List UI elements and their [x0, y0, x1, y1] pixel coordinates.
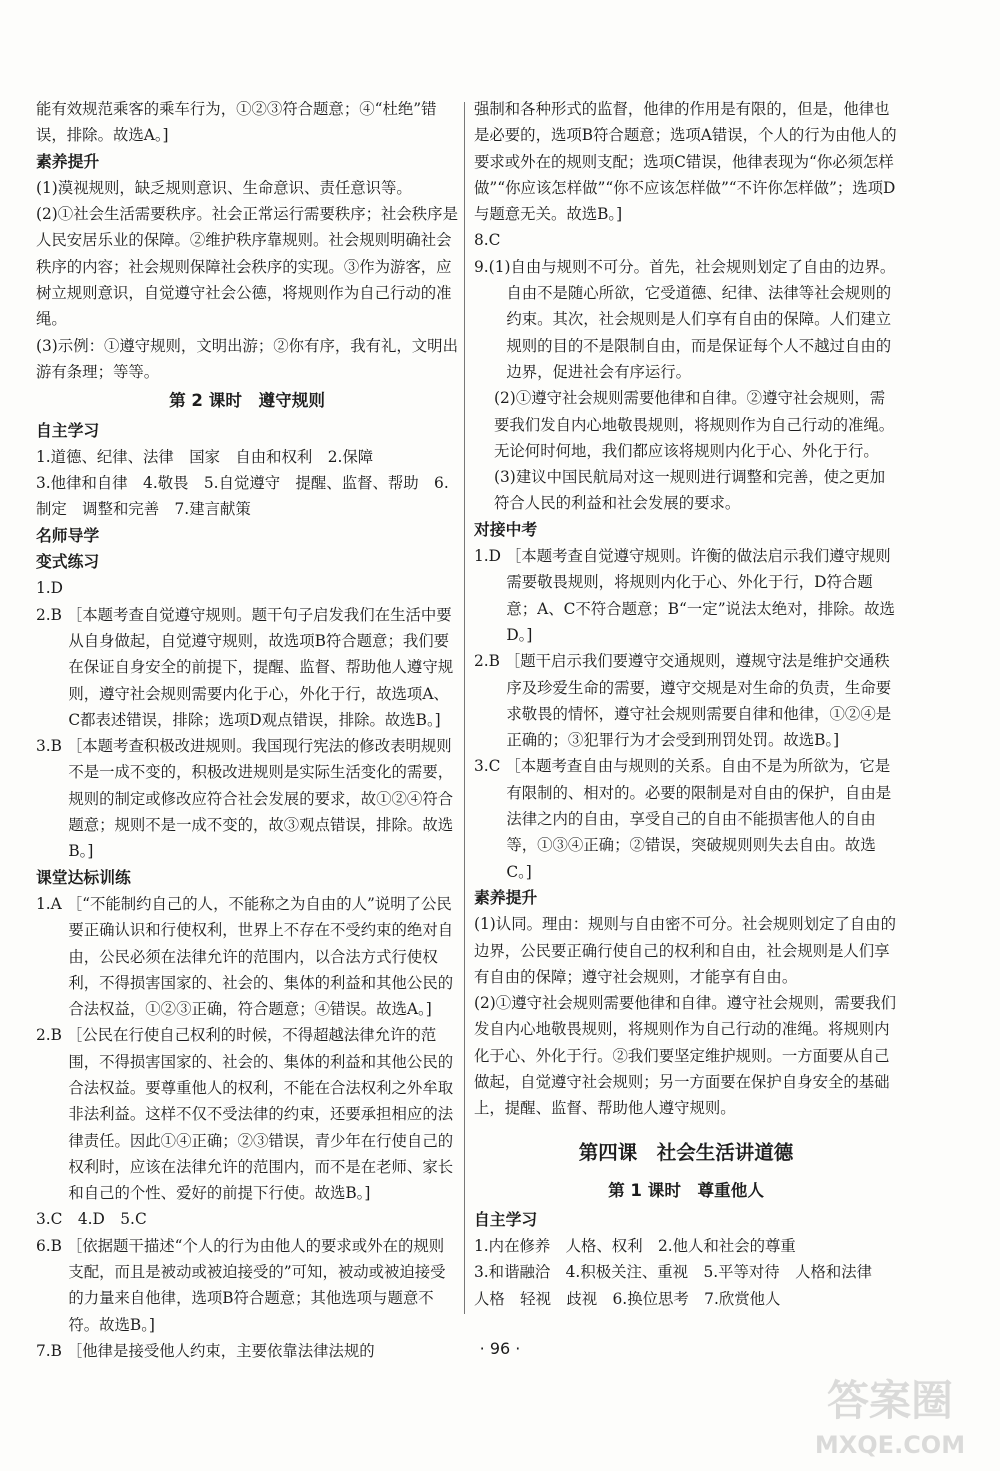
answer-paragraph: 3.和谐融洽 4.积极关注、重视 5.平等对待 人格和法律 人格 轻视 歧视 6.换位思考 7.欣赏他人	[474, 1263, 888, 1308]
lesson-title: 第 2 课时 遵守规则	[169, 391, 325, 411]
answer-item: 7.B ［他律是接受他人约束，主要依靠法律法规的	[36, 1341, 375, 1360]
lesson-title: 第 1 课时 尊重他人	[608, 1180, 764, 1200]
answer-item: 2.B ［公民在行使自己权利的时候，不得超越法律允许的范围，不得损害国家的、社会的、集体的利益和其他公民的合法权益。要尊重他人的权利，不能在合法权利之外牟取非法利益。这样不仅不受法律的约束，还要承担相应的法律责任。因此①④正确；②③错误，青少年在行使自己的权利时，应该在法律允许的范围内，而不是在老师、家长和自己的个性、爱好的前提下行使。故选B。]	[36, 1026, 454, 1203]
answer-item: 2.B ［题干启示我们要遵守交通规则，遵规守法是维护交通秩序及珍爱生命的需要，遵守交规是对生命的负责，生命要求敬畏的情怀，遵守社会规则需要自律和他律，①②④是正确的；③犯罪行为才会受到刑罚处罚。故选B。]	[474, 652, 892, 750]
answer-paragraph: 强制和各种形式的监督，他律的作用是有限的，但是，他律也是必要的，选项B符合题意；选项A错误，个人的行为由他人的要求或外在的规则支配；选项C错误，他律表现为“你必须怎样做”“你应该怎样做”“你不应该怎样做”“不许你怎样做”；选项D与题意无关。故选B。]	[474, 100, 897, 224]
answer-paragraph: (3)示例：①遵守规则，文明出游；②你有序，我有礼，文明出游有条理；等等。	[36, 336, 458, 381]
answer-item: 3.C 4.D 5.C	[36, 1210, 147, 1229]
answer-paragraph: (1)认同。理由：规则与自由密不可分。社会规则划定了自由的边界，公民要正确行使自己的权利和自由，社会规则是人们享有自由的保障；遵守社会规则，才能享有自由。	[474, 915, 896, 986]
section-heading: 课堂达标训练	[36, 867, 131, 887]
answer-paragraph: (3)建议中国民航局对这一规则进行调整和完善，使之更加符合人民的利益和社会发展的要求。	[494, 468, 886, 513]
answer-paragraph: 1.道德、纪律、法律 国家 自由和权利 2.保障	[36, 447, 374, 466]
answer-paragraph: 1.内在修养 人格、权利 2.他人和社会的尊重	[474, 1237, 796, 1256]
answer-paragraph: (2)①遵守社会规则需要他律和自律。遵守社会规则，需要我们发自内心地敬畏规则，将规则作为自己行动的准绳。将规则内化于心、外化于行。②我们要坚定维护规则。一方面要从自己做起，自觉遵守社会规则；另一方面要在保护自身安全的基础上，提醒、监督、帮助他人遵守规则。	[474, 994, 896, 1118]
answer-item: 8.C	[474, 231, 501, 250]
section-heading: 素养提升	[36, 151, 100, 171]
answer-item: 3.C ［本题考查自由与规则的关系。自由不是为所欲为，它是有限制的、相对的。必要的限制是对自由的保护，自由是法律之内的自由，享受自己的自由不能损害他人的自由等，①③④正确；②错误，突破规则则失去自由。故选C。]	[474, 757, 892, 881]
answer-paragraph: (2)①遵守社会规则需要他律和自律。②遵守社会规则，需要我们发自内心地敬畏规则，将规则作为自己行动的准绳。无论何时何地，我们都应该将规则内化于心、外化于行。	[494, 389, 895, 460]
right-column	[474, 96, 898, 1312]
answer-paragraph: (1)漠视规则，缺乏规则意识、生命意识、责任意识等。	[36, 178, 412, 197]
answer-item: 9.(1)自由与规则不可分。首先，社会规则划定了自由的边界。自由不是随心所欲，它受道德、纪律、法律等社会规则的约束。其次，社会规则是人们享有自由的保障。人们建立规则的目的不是限制自由，而是保证每个人不越过自由的边界，促进社会有序运行。	[474, 257, 896, 381]
answer-item: 1.D ［本题考查自觉遵守规则。许衡的做法启示我们遵守规则需要敬畏规则，将规则内化于心、外化于行，D符合题意；A、C不符合题意；B“一定”说法太绝对，排除。故选D。]	[474, 547, 895, 644]
section-heading: 对接中考	[474, 519, 538, 539]
answer-item: 2.B ［本题考查自觉遵守规则。题干句子启发我们在生活中要从自身做起，自觉遵守规则，故选项B符合题意；我们要在保证自身安全的前提下，提醒、监督、帮助他人遵守规则，遵守社会规则需要内化于心，外化于行，故选项A、C都表述错误，排除；选项D观点错误，排除。故选B。]	[36, 605, 454, 729]
watermark-sub: MXQE.COM	[814, 1431, 966, 1459]
section-heading: 素养提升	[474, 887, 538, 907]
answer-paragraph: (2)①社会生活需要秩序。社会正常运行需要秩序；社会秩序是人民安居乐业的保障。②维护秩序靠规则。社会规则明确社会秩序的内容；社会规则保障社会秩序的实现。③作为游客，应树立规则意识，自觉遵守社会公德，将规则作为自己行动的准绳。	[36, 205, 458, 329]
section-heading: 自主学习	[36, 420, 100, 440]
answer-paragraph: 3.他律和自律 4.敬畏 5.自觉遵守 提醒、监督、帮助 6.制定 调整和完善 7.建言献策	[36, 474, 449, 519]
left-column	[36, 96, 458, 1364]
answer-item: 6.B ［依据题干描述“个人的行为由他人的要求或外在的规则支配，而且是被动或被迫接受的”可知，被动或被迫接受的力量来自他律，选项B符合题意；其他选项与题意不符。故选B。]	[36, 1236, 446, 1334]
watermark-text: 答案圈	[826, 1376, 954, 1425]
answer-item: 3.B ［本题考查积极改进规则。我国现行宪法的修改表明规则不是一成不变的，积极改进规则是实际生活变化的需要，规则的制定或修改应符合社会发展的要求，故①②④符合题意；规则不是一成不变的，故③观点错误，排除。故选B。]	[36, 737, 454, 861]
section-heading: 名师导学	[36, 525, 100, 545]
column-divider	[464, 102, 465, 1314]
chapter-title: 第四课 社会生活讲道德	[578, 1140, 794, 1164]
page-number: · 96 ·	[479, 1339, 521, 1358]
watermark-logo	[790, 1355, 990, 1465]
section-heading: 自主学习	[474, 1209, 538, 1229]
answer-paragraph: 能有效规范乘客的乘车行为，①②③符合题意；④“杜绝”错误，排除。故选A。]	[36, 100, 437, 145]
section-heading: 变式练习	[36, 552, 100, 572]
answer-item: 1.D	[36, 579, 64, 598]
answer-item: 1.A ［“不能制约自己的人，不能称之为自由的人”说明了公民要正确认识和行使权利，世界上不存在不受约束的绝对自由，公民必须在法律允许的范围内，以合法方式行使权利，不得损害国家的、社会的、集体的利益和其他公民的合法权益，①②③正确，符合题意；④错误。故选A。]	[36, 894, 454, 1019]
